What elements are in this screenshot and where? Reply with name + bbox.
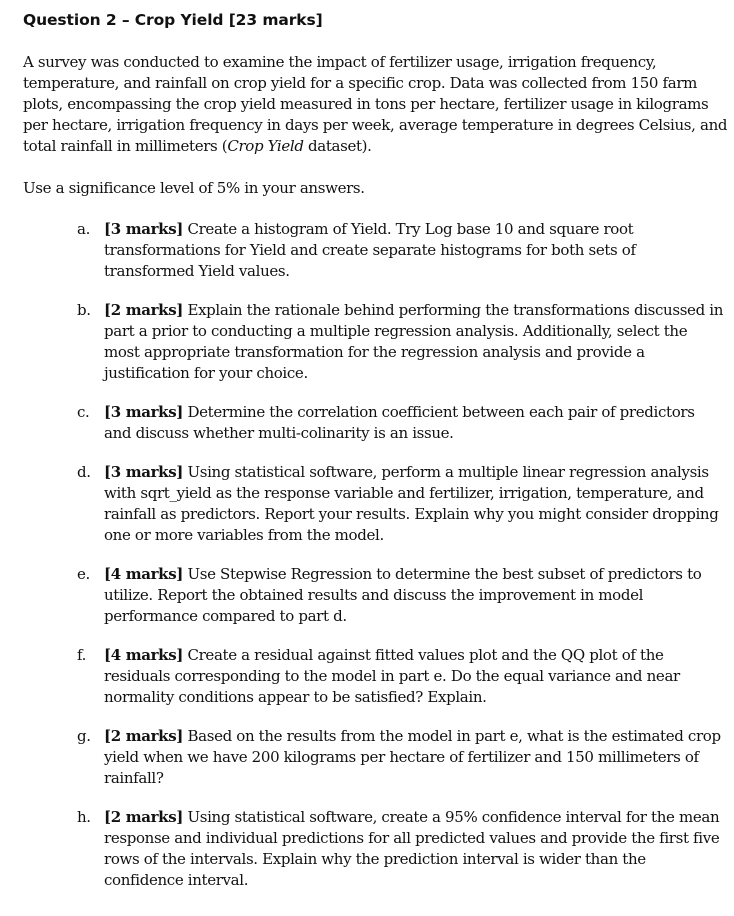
- item-marks: [2 marks]: [104, 727, 184, 745]
- item-letter: g.: [77, 727, 91, 745]
- question-item-d: [23, 462, 726, 546]
- intro-text-end: dataset).: [303, 137, 372, 155]
- item-text: Explain the rationale behind performing the transformations discussed in part a prior to conducting a multiple regression analysis. Additionally, select the most appropriate transformation for the regression analysis and provide a justification for your choice.: [104, 301, 724, 382]
- significance-note: Use a significance level of 5% in your answers.: [23, 179, 365, 197]
- item-marks: [3 marks]: [104, 220, 184, 238]
- item-letter: f.: [77, 646, 87, 664]
- question-item-c: [23, 402, 726, 444]
- item-letter: b.: [77, 301, 91, 319]
- intro-text: A survey was conducted to examine the impact of fertilizer usage, irrigation frequency, temperature, and rainfall on crop yield for a specific crop. Data was collected from 150 farm plots, encompassing the crop yield measured in tons per hectare, fertilizer usage in kilograms per hectare, irrigation frequency in days per week, average temperature in degrees Celsius, and total rainfall in millimeters (: [23, 53, 728, 155]
- item-text: Using statistical software, perform a multiple linear regression analysis with sqrt_yield as the response variable and fertilizer, irrigation, temperature, and rainfall as predictors. Report your results. Explain why you might consider dropping one or more variables from the model.: [104, 463, 719, 544]
- item-text: Create a residual against fitted values plot and the QQ plot of the residuals corresponding to the model in part e. Do the equal variance and near normality conditions appear to be satisfied? Explain.: [104, 646, 680, 706]
- question-item-b: [23, 300, 726, 384]
- question-item-f: [23, 645, 726, 708]
- item-marks: [4 marks]: [104, 565, 184, 583]
- item-letter: e.: [77, 565, 90, 583]
- item-text: Use Stepwise Regression to determine the best subset of predictors to utilize. Report the obtained results and discuss the improvement in model performance compared to part d.: [104, 565, 702, 625]
- item-letter: c.: [77, 403, 90, 421]
- intro-paragraph: [23, 52, 729, 157]
- item-marks: [4 marks]: [104, 646, 184, 664]
- item-letter: a.: [77, 220, 91, 238]
- question-item-e: [23, 564, 726, 627]
- item-marks: [2 marks]: [104, 301, 184, 319]
- question-list: [23, 219, 726, 891]
- question-item-a: [23, 219, 726, 282]
- item-text: Determine the correlation coefficient between each pair of predictors and discuss whether multi-colinarity is an issue.: [104, 403, 695, 442]
- item-marks: [3 marks]: [104, 463, 184, 481]
- question-item-g: [23, 726, 726, 789]
- question-item-h: [23, 807, 726, 891]
- item-text: Based on the results from the model in part e, what is the estimated crop yield when we have 200 kilograms per hectare of fertilizer and 150 millimeters of rainfall?: [104, 727, 721, 787]
- item-text: Using statistical software, create a 95% confidence interval for the mean response and individual predictions for all predicted values and provide the first five rows of the intervals. Explain why the prediction interval is wider than the confidence interval.: [104, 808, 720, 889]
- question-title: Question 2 – Crop Yield [23 marks]: [23, 11, 323, 29]
- item-letter: h.: [77, 808, 91, 826]
- item-letter: d.: [77, 463, 91, 481]
- item-text: Create a histogram of Yield. Try Log base 10 and square root transformations for Yield and create separate histograms for both sets of transformed Yield values.: [104, 220, 636, 280]
- item-marks: [2 marks]: [104, 808, 184, 826]
- item-marks: [3 marks]: [104, 403, 184, 421]
- dataset-name: Crop Yield: [227, 137, 304, 155]
